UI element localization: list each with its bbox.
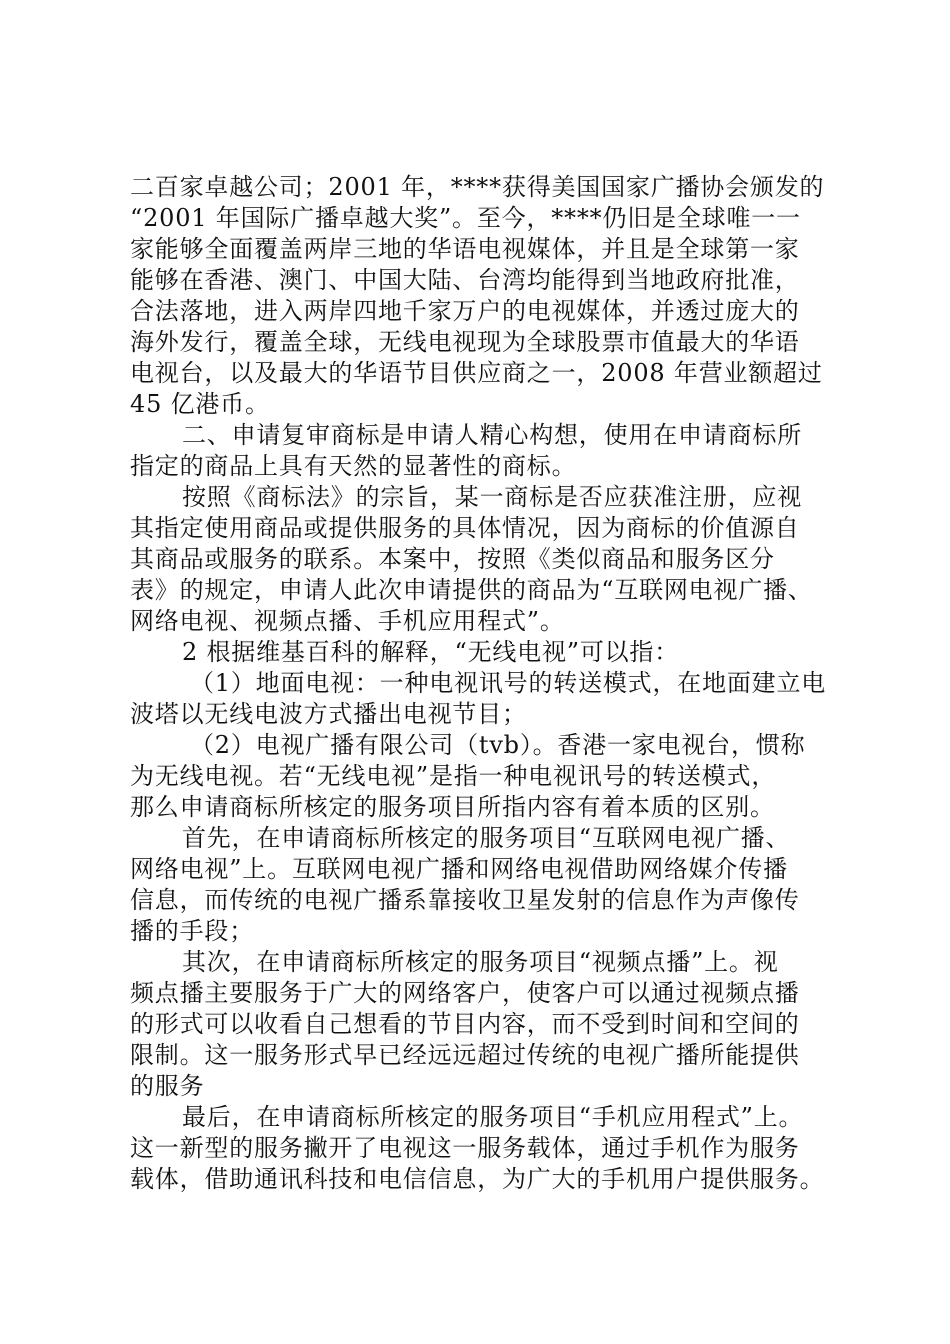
paragraph-start-line: 二、申请复审商标是申请人精心构想，使用在申请商标所 <box>182 421 802 449</box>
text-line: 这一新型的服务撇开了电视这一服务载体，通过手机作为服务 <box>130 1134 800 1162</box>
text-line: 网络电视、视频点播、手机应用程式”。 <box>130 607 565 635</box>
text-line: “2001 年国际广播卓越大奖”。至今，****仍旧是全球唯一一 <box>130 204 801 232</box>
text-line: 播的手段； <box>130 917 254 945</box>
paragraph-start-line: 其次，在申请商标所核定的服务项目“视频点播”上。视 <box>182 948 779 976</box>
text-line: 载体，借助通讯科技和电信信息，为广大的手机用户提供服务。 <box>130 1165 825 1193</box>
text-line: 限制。这一服务形式早已经远远超过传统的电视广播所能提供 <box>130 1041 800 1069</box>
text-line: 信息，而传统的电视广播系靠接收卫星发射的信息作为声像传 <box>130 886 800 914</box>
text-line: 指定的商品上具有天然的显著性的商标。 <box>130 452 577 480</box>
text-line: 频点播主要服务于广大的网络客户，使客户可以通过视频点播 <box>130 979 800 1007</box>
document-body <box>130 172 850 1195</box>
paragraph-start-line: 2 根据维基百科的解释，“无线电视”可以指： <box>182 638 680 666</box>
text-line: 波塔以无线电波方式播出电视节目； <box>130 700 527 728</box>
text-line: 表》的规定，申请人此次申请提供的商品为“互联网电视广播、 <box>130 576 813 604</box>
text-line: 电视台，以及最大的华语节目供应商之一，2008 年营业额超过 <box>130 359 823 387</box>
text-line: 能够在香港、澳门、中国大陆、台湾均能得到当地政府批准， <box>130 266 800 294</box>
paragraph-start-line: 首先，在申请商标所核定的服务项目“互联网电视广播、 <box>182 824 791 852</box>
text-line: 45 亿港币。 <box>130 390 270 418</box>
text-line: 二百家卓越公司；2001 年，****获得美国国家广播协会颁发的 <box>130 173 825 201</box>
paragraph-start-line: 按照《商标法》的宗旨，某一商标是否应获准注册，应视 <box>182 483 802 511</box>
text-line: 海外发行，覆盖全球，无线电视现为全球股票市值最大的华语 <box>130 328 800 356</box>
text-line: 那么申请商标所核定的服务项目所指内容有着本质的区别。 <box>130 793 775 821</box>
text-line: 网络电视”上。互联网电视广播和网络电视借助网络媒介传播 <box>130 855 788 883</box>
paragraph-start-line: 最后，在申请商标所核定的服务项目“手机应用程式”上。 <box>182 1103 804 1131</box>
text-line: 的服务 <box>130 1072 205 1100</box>
text-line: 家能够全面覆盖两岸三地的华语电视媒体，并且是全球第一家 <box>130 235 800 263</box>
text-line: 的形式可以收看自己想看的节目内容，而不受到时间和空间的 <box>130 1010 800 1038</box>
list-item-line: （1）地面电视：一种电视讯号的转送模式，在地面建立电 <box>190 669 827 697</box>
list-item-line: （2）电视广播有限公司（tvb）。香港一家电视台，惯称 <box>190 731 806 759</box>
text-line: 其商品或服务的联系。本案中，按照《类似商品和服务区分 <box>130 545 775 573</box>
text-line: 其指定使用商品或提供服务的具体情况，因为商标的价值源自 <box>130 514 800 542</box>
text-line: 合法落地，进入两岸四地千家万户的电视媒体，并透过庞大的 <box>130 297 800 325</box>
text-line: 为无线电视。若“无线电视”是指一种电视讯号的转送模式， <box>130 762 777 790</box>
